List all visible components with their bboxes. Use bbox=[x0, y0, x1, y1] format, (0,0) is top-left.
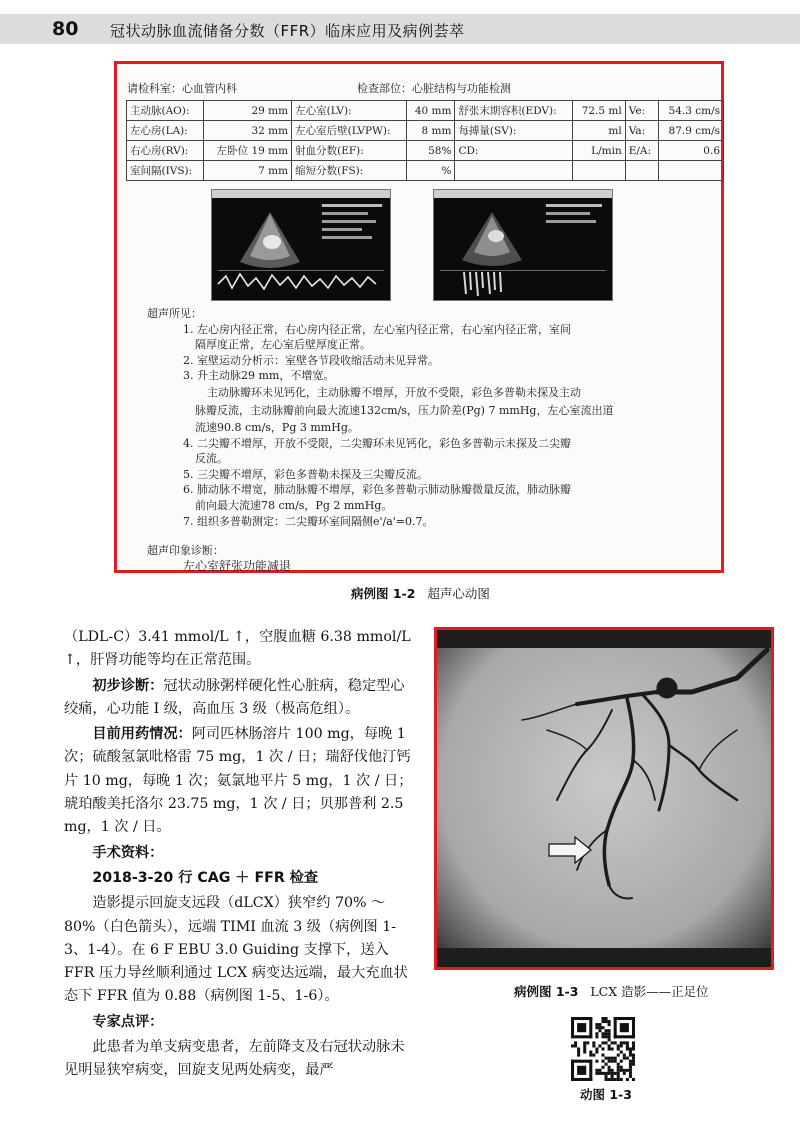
measurement-label: 缩短分数(FS): bbox=[292, 161, 407, 181]
measurement-value: 7 mm bbox=[204, 161, 292, 181]
impression-title: 超声印象诊断： bbox=[147, 544, 224, 558]
echo-image-left bbox=[211, 189, 391, 301]
finding-line: 3. 升主动脉29 mm，不增宽。 bbox=[183, 369, 335, 383]
finding-line: 7. 组织多普勒测定：二尖瓣环室间隔侧e'/a'=0.7。 bbox=[183, 514, 434, 528]
finding-line: 反流。 bbox=[195, 452, 228, 466]
measurement-row bbox=[127, 141, 724, 161]
finding-line: 1. 左心房内径正常，右心房内径正常，左心室内径正常，右心室内径正常，室间 bbox=[183, 322, 571, 336]
measurement-label: 左心房(LA): bbox=[127, 121, 204, 141]
measurement-value: 左卧位 19 mm bbox=[204, 141, 292, 161]
animation-label: 动图 1-3 bbox=[580, 1087, 632, 1102]
measurement-value: 87.9 cm/s bbox=[658, 121, 723, 141]
paragraph-prelim-diagnosis bbox=[64, 675, 416, 722]
caption-text: 超声心动图 bbox=[427, 586, 490, 601]
measurement-row bbox=[127, 161, 724, 181]
measurement-label: Ve: bbox=[625, 101, 658, 121]
measurement-label: Va: bbox=[625, 121, 658, 141]
measurement-label bbox=[625, 161, 658, 181]
surgery-heading: 手术资料： bbox=[92, 844, 164, 861]
measurement-label: 每搏量(SV): bbox=[455, 121, 573, 141]
animation-caption bbox=[580, 1085, 632, 1103]
page-number: 80 bbox=[52, 18, 79, 40]
measurement-value: 29 mm bbox=[204, 101, 292, 121]
measurement-value: 58% bbox=[406, 141, 455, 161]
medications-text: 阿司匹林肠溶片 100 mg，每晚 1 次；硫酸氢氯吡格雷 75 mg，1 次 / 日；瑞舒伐他汀钙片 10 mg，每晚 1 次；氨氯地平片 5 mg，1 次 / 日；琥珀酸美托洛尔 23.75 mg，1 次 / 日；贝那普利 2.5 mg，1 次 / 日。 bbox=[64, 726, 413, 836]
running-header bbox=[0, 14, 800, 44]
measurement-label: E/A: bbox=[625, 141, 658, 161]
finding-line: 脉瓣反流，主动脉瓣前向最大流速132cm/s，压力阶差(Pg) 7 mmHg，左心室流出道 bbox=[195, 403, 614, 417]
measurement-label: 室间隔(IVS): bbox=[127, 161, 204, 181]
figure-caption-1-2 bbox=[351, 584, 490, 602]
body-text-column bbox=[64, 626, 416, 1083]
measurement-value: 72.5 ml bbox=[573, 101, 626, 121]
measurement-label: 左心室后壁(LVPW): bbox=[292, 121, 407, 141]
paragraph-lab-results: （LDL-C）3.41 mmol/L ↑，空腹血糖 6.38 mmol/L ↑，肝肾功能等均在正常范围。 bbox=[64, 629, 411, 669]
angiography-image bbox=[434, 627, 774, 970]
measurement-value: % bbox=[406, 161, 455, 181]
findings-section bbox=[147, 306, 707, 574]
measurement-table bbox=[126, 100, 724, 181]
prelim-diagnosis-text: 冠状动脉粥样硬化性心脏病，稳定型心绞痛，心功能 I 级，高血压 3 级（极高危组）。 bbox=[64, 677, 405, 717]
paragraph-expert-comment: 此患者为单支病变患者，左前降支及右冠状动脉未见明显狭窄病变，回旋支见两处病变，最严 bbox=[64, 1039, 405, 1079]
measurement-label: 主动脉(AO): bbox=[127, 101, 204, 121]
measurement-row bbox=[127, 121, 724, 141]
measurement-label: 射血分数(EF): bbox=[292, 141, 407, 161]
finding-line: 隔厚度正常，左心室后壁厚度正常。 bbox=[195, 338, 371, 352]
measurement-label: 舒张末期容积(EDV): bbox=[455, 101, 573, 121]
measurement-value: ml bbox=[573, 121, 626, 141]
measurement-value: 8 mm bbox=[406, 121, 455, 141]
impression-text: 左心室舒张功能减退 bbox=[183, 558, 292, 573]
finding-line: 5. 三尖瓣不增厚，彩色多普勒未探及三尖瓣反流。 bbox=[183, 467, 428, 481]
measurement-value: 40 mm bbox=[406, 101, 455, 121]
procedure-date-heading: 2018-3-20 行 CAG ＋ FFR 检查 bbox=[92, 869, 319, 886]
finding-line: 6. 肺动脉不增宽，肺动脉瓣不增厚，彩色多普勒示肺动脉瓣微量反流，肺动脉瓣 bbox=[183, 483, 571, 497]
measurement-row bbox=[127, 101, 724, 121]
measurement-label: 左心室(LV): bbox=[292, 101, 407, 121]
echo-report-figure bbox=[114, 61, 724, 573]
paragraph-medications bbox=[64, 723, 416, 839]
book-title: 冠状动脉血流储备分数（FFR）临床应用及病例荟萃 bbox=[110, 22, 465, 40]
measurement-value: 32 mm bbox=[204, 121, 292, 141]
report-dept: 请检科室：心血管内科 bbox=[127, 82, 237, 95]
measurement-value: L/min bbox=[573, 141, 626, 161]
measurement-label: 右心房(RV): bbox=[127, 141, 204, 161]
measurement-value: 54.3 cm/s bbox=[658, 101, 723, 121]
echo-image-right bbox=[433, 189, 613, 301]
measurement-value bbox=[573, 161, 626, 181]
measurement-label bbox=[455, 161, 573, 181]
measurement-value bbox=[658, 161, 723, 181]
caption-label: 病例图 1-2 bbox=[351, 586, 416, 601]
findings-title: 超声所见： bbox=[147, 307, 202, 320]
finding-line: 2. 室壁运动分析示：室壁各节段收缩活动未见异常。 bbox=[183, 353, 439, 367]
measurement-label: CD: bbox=[455, 141, 573, 161]
paragraph-cag-ffr: 造影提示回旋支远段（dLCX）狭窄约 70% ～ 80%（白色箭头），远端 TIMI 血流 3 级（病例图 1-3、1-4）。在 6 F EBU 3.0 Guiding 支撑下，送入 FFR 压力导丝顺利通过 LCX 病变达远端，最大充血状态下 FFR 值为 0.88（病例图 1-5、1-6）。 bbox=[64, 895, 408, 1005]
finding-line: 4. 二尖瓣不增厚，开放不受限，二尖瓣环未见钙化，彩色多普勒示未探及二尖瓣 bbox=[183, 436, 571, 450]
prelim-diagnosis-label: 初步诊断： bbox=[92, 677, 164, 694]
figure-caption-1-3 bbox=[514, 982, 709, 1000]
finding-line: 主动脉瓣环未见钙化，主动脉瓣不增厚，开放不受限，彩色多普勒未探及主动 bbox=[207, 385, 581, 399]
finding-line: 前向最大流速78 cm/s，Pg 2 mmHg。 bbox=[195, 498, 393, 512]
qr-code[interactable] bbox=[571, 1017, 635, 1081]
caption-label: 病例图 1-3 bbox=[514, 984, 579, 999]
caption-text: LCX 造影——正足位 bbox=[590, 984, 709, 999]
medications-label: 目前用药情况： bbox=[92, 726, 192, 743]
report-exam-site: 检查部位：心脏结构与功能检测 bbox=[357, 82, 511, 95]
finding-line: 流速90.8 cm/s，Pg 3 mmHg。 bbox=[195, 420, 359, 434]
expert-comment-heading: 专家点评： bbox=[92, 1013, 164, 1030]
measurement-value: 0.6 bbox=[658, 141, 723, 161]
